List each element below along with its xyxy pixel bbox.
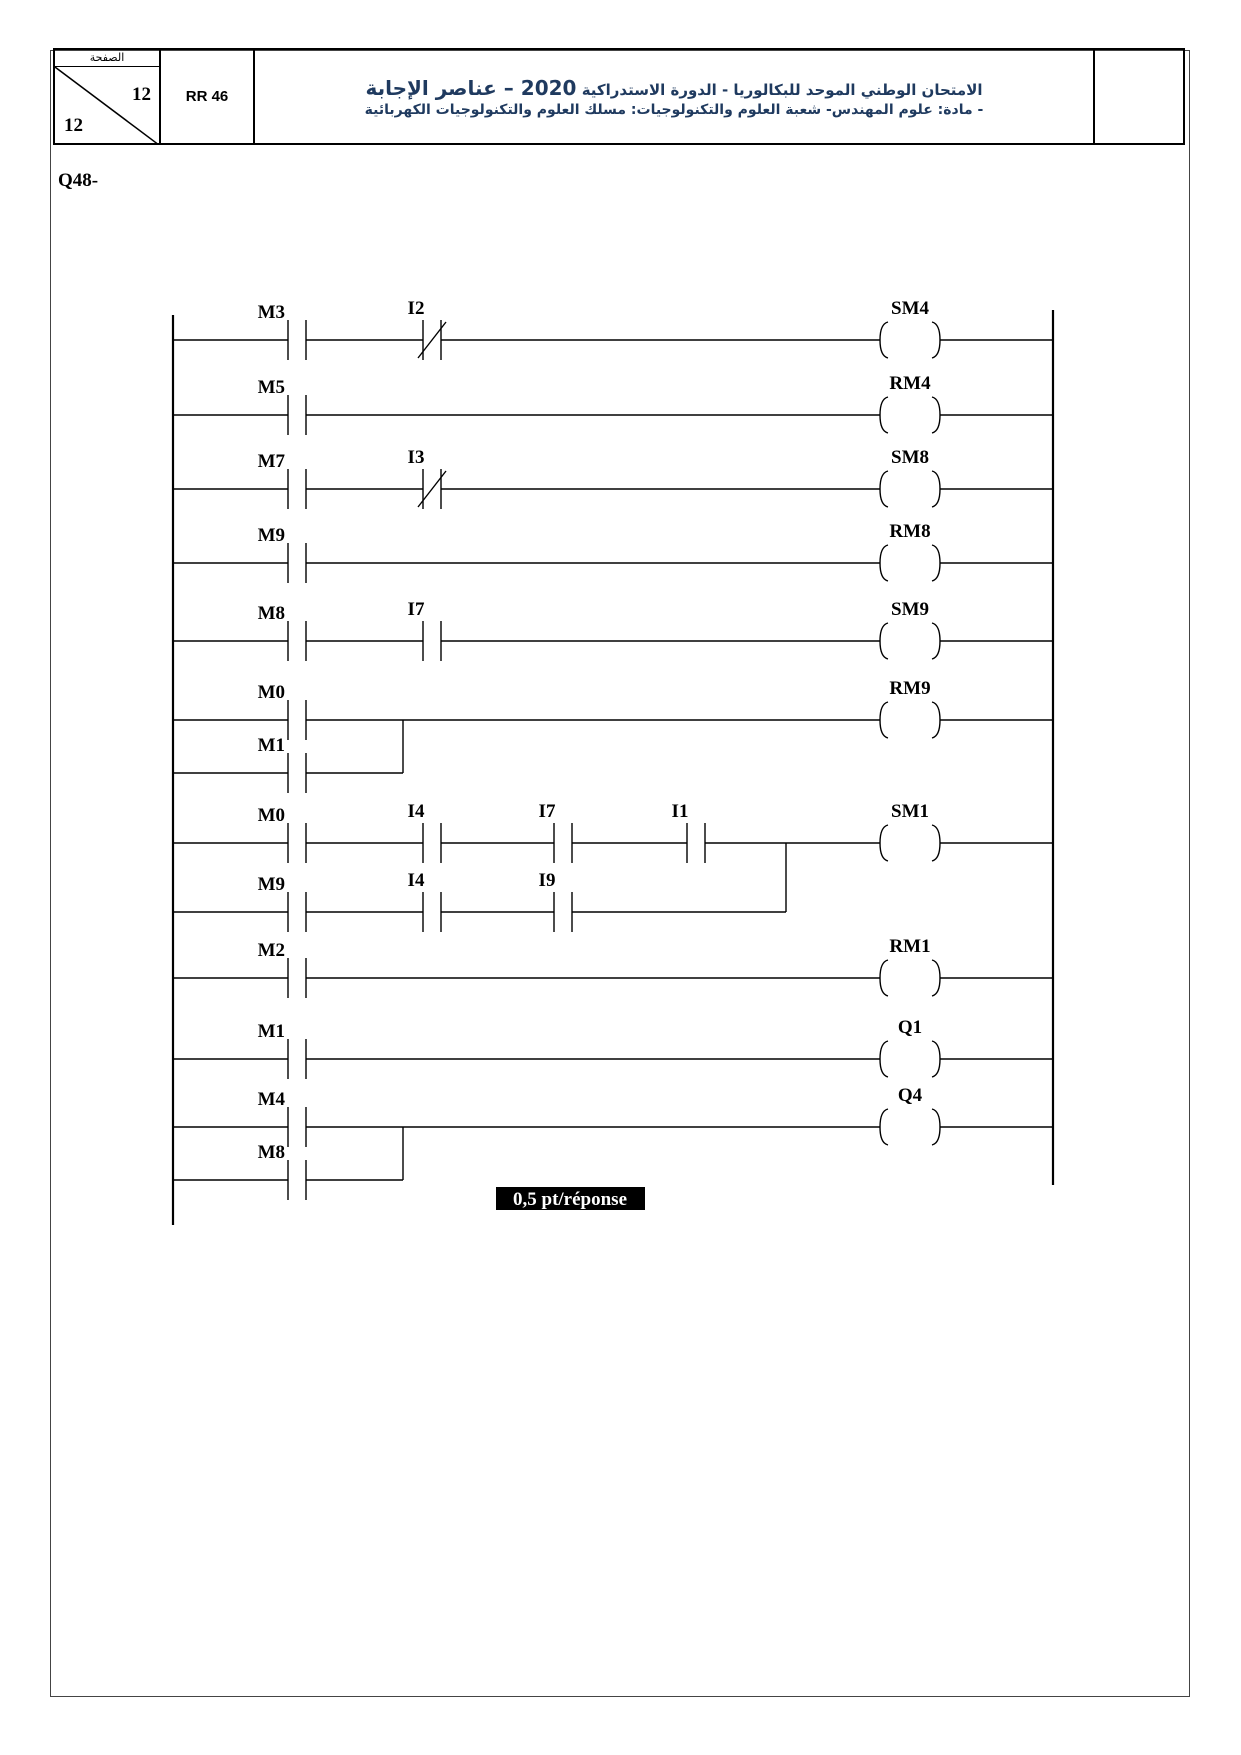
coil-right-arc — [932, 397, 940, 433]
contact-label: M7 — [257, 451, 285, 472]
coil-label: SM4 — [891, 298, 929, 319]
contact-label: I7 — [407, 599, 425, 620]
contact-label: I7 — [538, 801, 556, 822]
coil-label: RM8 — [889, 521, 931, 542]
coil-left-arc — [880, 623, 888, 659]
score-note: 0,5 pt/réponse — [513, 1189, 627, 1210]
header-subtitle: - مادة: علوم المهندس- شعبة العلوم والتكنولوجيات: مسلك العلوم والتكنولوجيات الكهربائية — [364, 101, 984, 118]
coil-left-arc — [880, 1109, 888, 1145]
coil-left-arc — [880, 825, 888, 861]
contact-label: M8 — [257, 603, 285, 624]
contact-label: I4 — [407, 801, 425, 822]
page-total: 12 — [64, 115, 83, 136]
coil-label: Q1 — [897, 1017, 923, 1038]
coil-left-arc — [880, 545, 888, 581]
contact-label: M0 — [257, 805, 285, 826]
coil-right-arc — [932, 960, 940, 996]
contact-label: M1 — [257, 1021, 285, 1042]
coil-left-arc — [880, 702, 888, 738]
coil-label: SM8 — [891, 447, 929, 468]
contact-label: M9 — [257, 525, 285, 546]
contact-label: I1 — [671, 801, 689, 822]
question-label: Q48- — [58, 170, 99, 191]
contact-label: M1 — [257, 735, 285, 756]
contact-label: M9 — [257, 874, 285, 895]
header-title-main: الامتحان الوطني الموحد للبكالوريا - الدورة الاستدراكية — [581, 80, 983, 99]
coil-right-arc — [932, 623, 940, 659]
contact-label: M3 — [257, 302, 285, 323]
coil-right-arc — [932, 322, 940, 358]
contact-label: I4 — [407, 870, 425, 891]
contact-label: M0 — [257, 682, 285, 703]
coil-left-arc — [880, 322, 888, 358]
coil-left-arc — [880, 397, 888, 433]
coil-left-arc — [880, 960, 888, 996]
coil-right-arc — [932, 471, 940, 507]
contact-label: I2 — [407, 298, 425, 319]
header-title-highlight: 2020 – عناصر الإجابة — [365, 75, 577, 100]
coil-label: RM9 — [889, 678, 931, 699]
exam-code: RR 46 — [161, 50, 255, 143]
coil-left-arc — [880, 471, 888, 507]
coil-label: SM9 — [891, 599, 929, 620]
coil-label: SM1 — [891, 801, 929, 822]
coil-right-arc — [932, 1109, 940, 1145]
coil-label: RM4 — [889, 373, 931, 394]
contact-label: M8 — [257, 1142, 285, 1163]
contact-label: I3 — [407, 447, 425, 468]
coil-right-arc — [932, 1041, 940, 1077]
page-number: 12 — [132, 84, 151, 105]
coil-right-arc — [932, 702, 940, 738]
coil-label: Q4 — [897, 1085, 923, 1106]
contact-label: M4 — [257, 1089, 285, 1110]
coil-right-arc — [932, 545, 940, 581]
coil-right-arc — [932, 825, 940, 861]
coil-left-arc — [880, 1041, 888, 1077]
coil-label: RM1 — [889, 936, 931, 957]
contact-label: M2 — [257, 940, 285, 961]
contact-label: I9 — [538, 870, 556, 891]
contact-label: M5 — [257, 377, 285, 398]
page-label: الصفحة — [55, 50, 159, 67]
